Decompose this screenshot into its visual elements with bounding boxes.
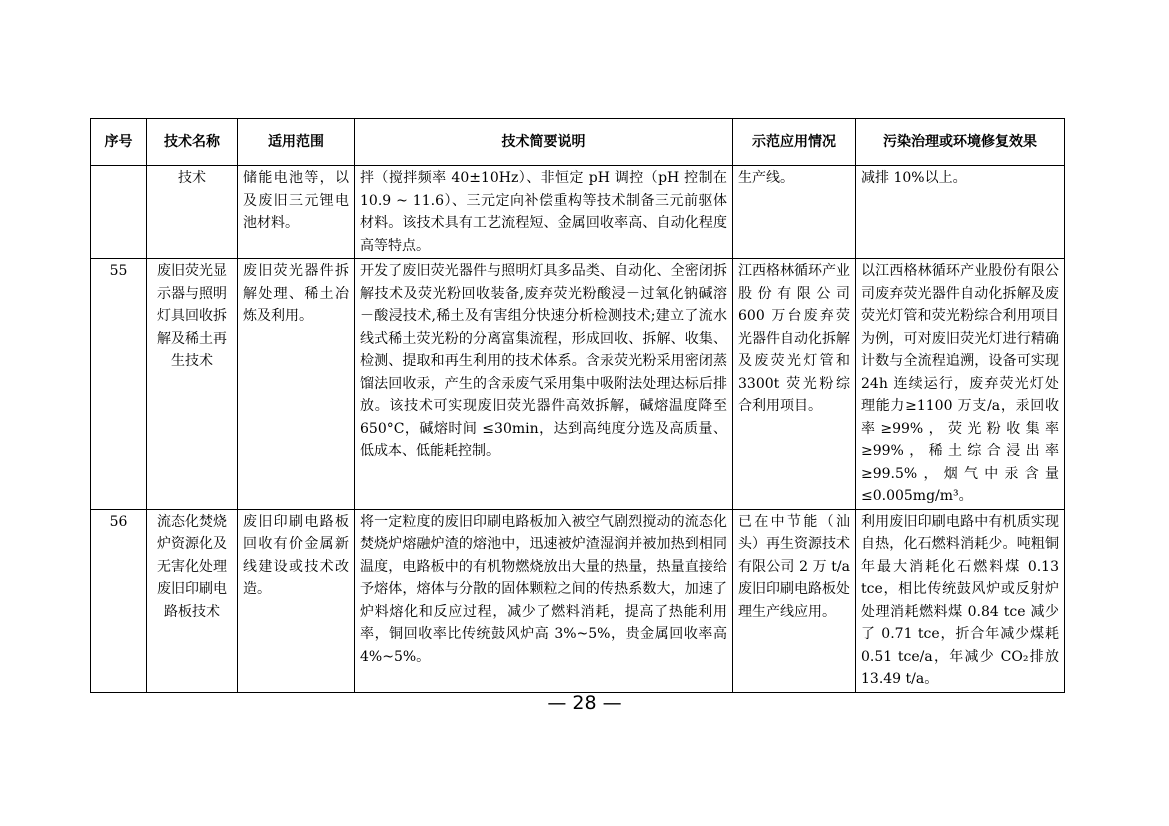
- cell-scope: 废旧荧光器件拆解处理、稀土冶炼及利用。: [238, 259, 355, 510]
- header-demo-application: 示范应用情况: [733, 119, 856, 166]
- cell-serial-no: [91, 166, 147, 259]
- cell-serial-no: 55: [91, 259, 147, 510]
- header-tech-name: 技术名称: [147, 119, 238, 166]
- cell-demo-application: 生产线。: [733, 166, 856, 259]
- cell-effect: 减排 10%以上。: [856, 166, 1065, 259]
- table-header-row: [91, 119, 1065, 166]
- table-row: [91, 509, 1065, 692]
- cell-tech-name: 技术: [147, 166, 238, 259]
- technology-table: [90, 118, 1065, 693]
- table-row: [91, 166, 1065, 259]
- header-effect: 污染治理或环境修复效果: [856, 119, 1065, 166]
- cell-description: 拌（搅拌频率 40±10Hz）、非恒定 pH 调控（pH 控制在 10.9 ~ 11.6）、三元定向补偿重构等技术制备三元前驱体材料。该技术具有工艺流程短、金属回收率高、自动化程度高等特点。: [355, 166, 733, 259]
- cell-serial-no: 56: [91, 509, 147, 692]
- cell-description: 开发了废旧荧光器件与照明灯具多品类、自动化、全密闭拆解技术及荧光粉回收装备,废弃荧光粉酸浸－过氧化钠碱溶－酸浸技术,稀土及有害组分快速分析检测技术;建立了流水线式稀土荧光粉的分离富集流程，形成回收、拆解、收集、检测、提取和再生利用的技术体系。含汞荧光粉采用密闭蒸馏法回收汞，产生的含汞废气采用集中吸附法处理达标后排放。该技术可实现废旧荧光器件高效拆解，碱熔温度降至 650°C，碱熔时间 ≤30min，达到高纯度分选及高质量、低成本、低能耗控制。: [355, 259, 733, 510]
- cell-effect: 以江西格林循环产业股份有限公司废弃荧光器件自动化拆解及废荧光灯管和荧光粉综合利用项目为例，可对废旧荧光灯进行精确计数与全流程追溯，设备可实现 24h 连续运行，废弃荧光灯处理能力≥1100 万支/a，汞回收率≥99%，荧光粉收集率≥99%，稀土综合浸出率≥99.5%，烟气中汞含量≤0.005mg/m³。: [856, 259, 1065, 510]
- header-scope: 适用范围: [238, 119, 355, 166]
- header-serial-no: 序号: [91, 119, 147, 166]
- table-row: [91, 259, 1065, 510]
- cell-scope: 储能电池等，以及废旧三元锂电池材料。: [238, 166, 355, 259]
- cell-description: 将一定粒度的废旧印刷电路板加入被空气剧烈搅动的流态化焚烧炉熔融炉渣的熔池中，迅速被炉渣湿润并被加热到相同温度，电路板中的有机物燃烧放出大量的热量，热量直接给予熔体，熔体与分散的固体颗粒之间的传热系数大，加速了炉料熔化和反应过程，减少了燃料消耗，提高了热能利用率，铜回收率比传统鼓风炉高 3%~5%，贵金属回收率高 4%~5%。: [355, 509, 733, 692]
- cell-scope: 废旧印刷电路板回收有价金属新线建设或技术改造。: [238, 509, 355, 692]
- cell-effect: 利用废旧印刷电路中有机质实现自热，化石燃料消耗少。吨粗铜年最大消耗化石燃料煤 0.13 tce，相比传统鼓风炉或反射炉处理消耗燃料煤 0.84 tce 减少了 0.71 tce，折合年减少煤耗 0.51 tce/a，年减少 CO₂排放 13.49 t/a。: [856, 509, 1065, 692]
- cell-tech-name: 流态化焚烧炉资源化及无害化处理废旧印刷电路板技术: [147, 509, 238, 692]
- cell-demo-application: 已在中节能（汕头）再生资源技术有限公司 2 万 t/a 废旧印刷电路板处理生产线应用。: [733, 509, 856, 692]
- cell-demo-application: 江西格林循环产业股份有限公司 600 万台废弃荧光器件自动化拆解及废荧光灯管和 3300t 荧光粉综合利用项目。: [733, 259, 856, 510]
- cell-tech-name: 废旧荧光显示器与照明灯具回收拆解及稀土再生技术: [147, 259, 238, 510]
- page-number: — 28 —: [547, 692, 622, 714]
- header-description: 技术简要说明: [355, 119, 733, 166]
